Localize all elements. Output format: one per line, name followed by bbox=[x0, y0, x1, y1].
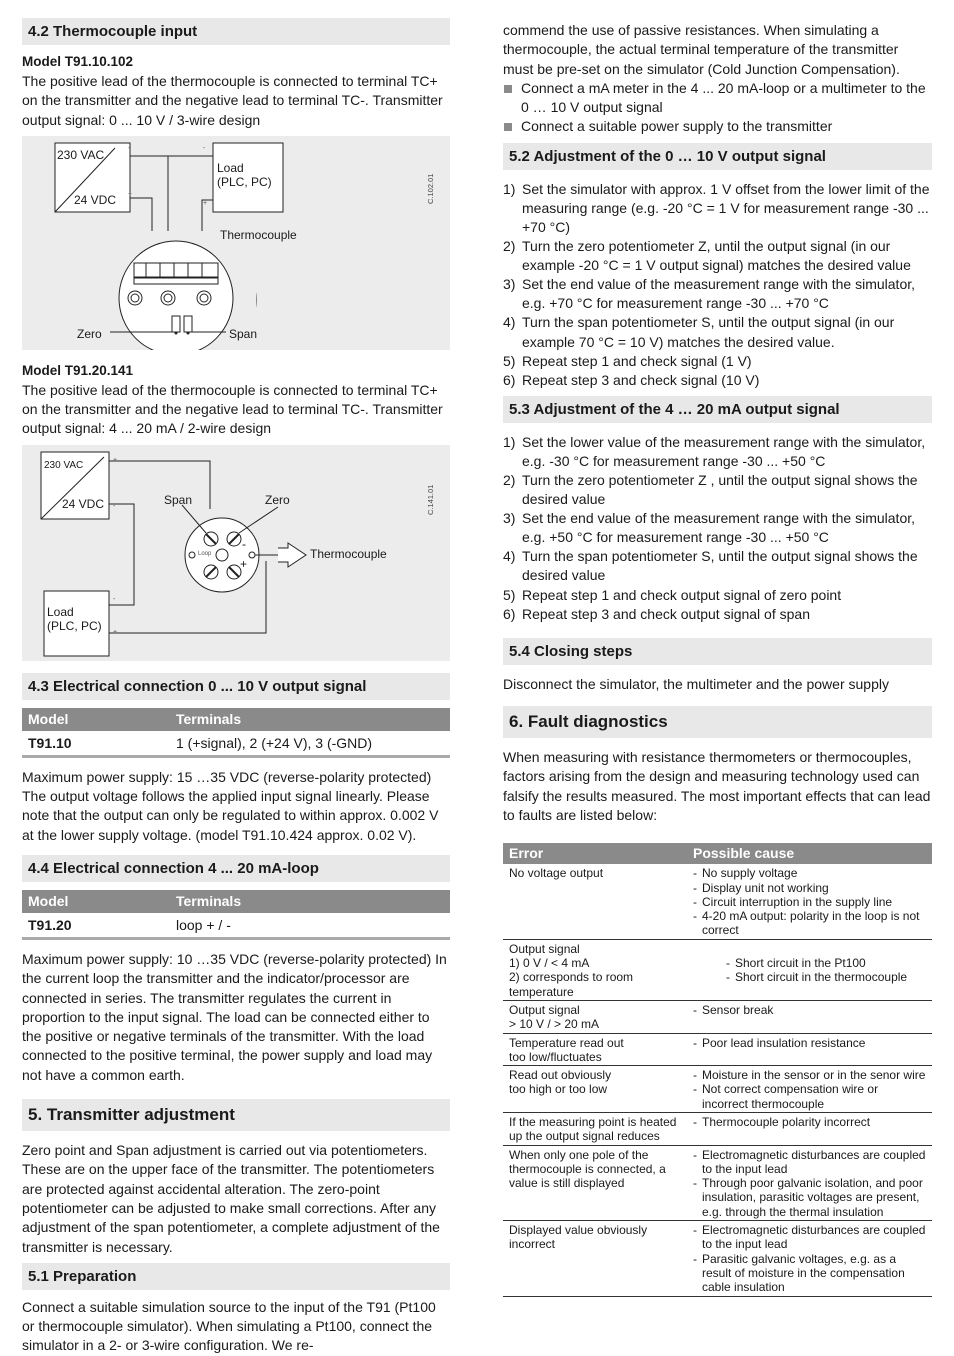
cause-cell bbox=[687, 1033, 932, 1066]
dash-bullet: - bbox=[693, 1176, 697, 1191]
list-item bbox=[503, 433, 932, 471]
step-number: 1) bbox=[503, 180, 516, 197]
list-item bbox=[503, 352, 932, 371]
cause-item bbox=[693, 881, 926, 895]
minus-sign-2b: - bbox=[113, 595, 116, 603]
steps-5-2 bbox=[503, 180, 932, 390]
wiring-diagram-t91-20 bbox=[22, 445, 450, 661]
section-5-4-heading: 5.4 Closing steps bbox=[503, 638, 932, 665]
list-item bbox=[503, 371, 932, 390]
span-label: Span bbox=[229, 326, 258, 341]
step-text: Repeat step 3 and check output signal of span bbox=[522, 605, 810, 622]
step-number: 4) bbox=[503, 314, 516, 331]
dash-bullet: - bbox=[693, 1114, 697, 1129]
cause-text: Not correct compensation wire or incorrect thermocouple bbox=[702, 1082, 879, 1111]
error-line: > 10 V / > 20 mA bbox=[509, 1017, 600, 1032]
section-4-4-text: Maximum power supply: 10 …35 VDC (reverse-polarity protected) In the current loop the transmitter and the indicator/processor are connected in series. The transmitter regulates the current in proportion to the input signal. The load can be connected either to the positive or negative terminals of the transmitter. With the load connected to the positive terminal, the power supply and load may not have a common earth. bbox=[22, 950, 447, 1083]
section-4-2-heading: 4.2 Thermocouple input bbox=[22, 18, 450, 45]
cause-cell bbox=[687, 1112, 932, 1145]
table-row bbox=[503, 1145, 932, 1220]
dash-bullet: - bbox=[693, 866, 697, 881]
step-number: 5) bbox=[503, 352, 516, 369]
table-row bbox=[503, 1112, 932, 1145]
step-text: Set the lower value of the measurement range with the simulator, e.g. -30 °C for measurement range -30 ... +50 °C bbox=[522, 433, 926, 469]
dash-bullet: - bbox=[726, 956, 730, 971]
dash-bullet: - bbox=[693, 1147, 697, 1162]
cause-item bbox=[693, 1252, 926, 1295]
step-number: 4) bbox=[503, 548, 516, 565]
list-item bbox=[503, 79, 932, 118]
left-column bbox=[22, 18, 450, 1356]
error-line: too high or too low bbox=[509, 1082, 608, 1097]
section-5-1-heading: 5.1 Preparation bbox=[22, 1263, 450, 1290]
cause-item bbox=[693, 1148, 926, 1177]
minus-sign-2c: - bbox=[242, 536, 246, 551]
table-row bbox=[503, 1000, 932, 1033]
dash-bullet: - bbox=[693, 1251, 697, 1266]
cause-item bbox=[693, 1036, 926, 1050]
cause-item bbox=[693, 909, 926, 938]
thermocouple-label: Thermocouple bbox=[220, 227, 297, 242]
model-t91-20-141-heading: Model T91.20.141 bbox=[22, 362, 134, 378]
cause-text: Short circuit in the thermocouple bbox=[735, 970, 908, 985]
dash-bullet: - bbox=[693, 1002, 697, 1017]
diagram-code-1: C.102.01 bbox=[426, 173, 435, 204]
cause-item bbox=[693, 1176, 926, 1219]
cause-item bbox=[693, 942, 926, 956]
supply-230vac-label: 230 VAC bbox=[57, 147, 105, 162]
step-text: Set the end value of the measurement range with the simulator, e.g. +50 °C for measurement range -30 ... +50 °C bbox=[522, 510, 916, 546]
bullet-text: Connect a mA meter in the 4 ... 20 mA-loop or a multimeter to the 0 … 10 V output signal bbox=[521, 79, 926, 116]
cause-item bbox=[693, 970, 926, 984]
table-row bbox=[503, 864, 932, 939]
cause-text: Sensor break bbox=[702, 1002, 774, 1017]
col-model: Model bbox=[22, 890, 170, 913]
step-number: 2) bbox=[503, 238, 516, 255]
error-line: When only one pole of the thermocouple is connected, a value is still displayed bbox=[509, 1147, 666, 1191]
cause-cell bbox=[687, 1000, 932, 1033]
dash-bullet: - bbox=[693, 1035, 697, 1050]
list-item bbox=[503, 547, 932, 585]
dash-bullet: - bbox=[693, 909, 697, 924]
step-number: 3) bbox=[503, 510, 516, 527]
step-text: Set the simulator with approx. 1 V offset from the lower limit of the measuring range (e.g. -20 °C = 1 V for measurement range -30 ... +70 °C) bbox=[522, 180, 930, 235]
cause-text: 4-20 mA output: polarity in the loop is not correct bbox=[702, 909, 920, 938]
list-item bbox=[503, 509, 932, 547]
table-header-row bbox=[503, 843, 932, 864]
plus-sign-2c: + bbox=[240, 556, 248, 571]
step-number: 6) bbox=[503, 605, 516, 622]
section-5-1-text: Connect a suitable simulation source to the input of the T91 (Pt100 or thermocouple simulator). When simulating a Pt100, connect the simulator in a 2- or 3-wire configuration. We re- bbox=[22, 1298, 436, 1354]
list-item bbox=[503, 471, 932, 509]
model-t91-10-102-heading: Model T91.10.102 bbox=[22, 54, 134, 69]
loop-label: Loop bbox=[198, 550, 212, 557]
minus-sign-2: - bbox=[203, 144, 206, 152]
section-5-text: Zero point and Span adjustment is carried out via potentiometers. These are on the upper face of the transmitter. The potentiometers are protected against accidental alteration. The zero-point potentiometer can be adjusted to make small corrections. After any adjustment of the span potentiometer, a complete adjustment of the transmitter is necessary. bbox=[22, 1142, 440, 1255]
error-line: 1) 0 V / < 4 mA bbox=[509, 956, 590, 971]
terminals-table-4-3 bbox=[22, 708, 450, 758]
section-6-text: When measuring with resistance thermometers or thermocouples, factors arising from the design and measuring technology used can falsify the results measured. The most important effects that can lead to faults are listed below: bbox=[503, 749, 931, 823]
cause-item bbox=[693, 1115, 926, 1129]
cause-text: Display unit not working bbox=[702, 880, 829, 895]
diagram-code-2: C.141.01 bbox=[426, 484, 435, 515]
table-header-row bbox=[22, 890, 450, 913]
thermocouple-label-2: Thermocouple bbox=[310, 546, 387, 561]
step-text: Turn the span potentiometer S, until the output signal shows the desired value bbox=[522, 548, 918, 584]
col-terminals: Terminals bbox=[170, 708, 450, 731]
cause-text: Through poor galvanic isolation, and poor insulation, parasitic voltages are present, e.g. through the thermal insulation bbox=[702, 1176, 923, 1219]
supply-230vac-label-2: 230 VAC bbox=[44, 459, 84, 471]
list-item bbox=[503, 586, 932, 605]
right-column bbox=[503, 21, 932, 1297]
error-cell bbox=[503, 1112, 687, 1145]
supply-24vdc-label-2: 24 VDC bbox=[62, 496, 105, 511]
error-cell bbox=[503, 1221, 687, 1296]
terminals-table-4-4 bbox=[22, 890, 450, 940]
cause-text: Thermocouple polarity incorrect bbox=[702, 1114, 871, 1129]
table-header-row bbox=[22, 708, 450, 731]
step-text: Repeat step 1 and check output signal of zero point bbox=[522, 586, 842, 603]
table-row bbox=[503, 1221, 932, 1296]
error-line: If the measuring point is heated up the output signal reduces bbox=[509, 1114, 677, 1144]
square-bullet-icon bbox=[504, 123, 512, 131]
cause-item bbox=[693, 1082, 926, 1111]
error-cell bbox=[503, 1000, 687, 1033]
step-number: 2) bbox=[503, 472, 516, 488]
span-label-2: Span bbox=[164, 492, 193, 507]
section-4-3-heading: 4.3 Electrical connection 0 ... 10 V output signal bbox=[22, 673, 450, 700]
error-cell bbox=[503, 1033, 687, 1066]
cause-item bbox=[693, 866, 926, 880]
step-text: Repeat step 1 and check signal (1 V) bbox=[522, 352, 752, 369]
error-line: Temperature read out bbox=[509, 1035, 624, 1050]
dash-bullet: - bbox=[693, 1082, 697, 1097]
load-label: Load (PLC, PC) bbox=[217, 160, 272, 189]
cause-text: Short circuit in the Pt100 bbox=[735, 956, 866, 971]
col-terminals: Terminals bbox=[170, 890, 450, 913]
plus-sign-2a: + bbox=[113, 456, 118, 464]
error-cell bbox=[503, 864, 687, 939]
list-item bbox=[503, 605, 932, 624]
section-4-4-heading: 4.4 Electrical connection 4 ... 20 mA-loop bbox=[22, 855, 450, 882]
col-error: Error bbox=[503, 843, 687, 864]
preparation-bullets bbox=[503, 79, 932, 137]
cause-text: Circuit interruption in the supply line bbox=[702, 894, 893, 909]
supply-24vdc-label: 24 VDC bbox=[74, 192, 117, 207]
dash-bullet: - bbox=[693, 894, 697, 909]
plus-sign-2: + bbox=[203, 199, 208, 207]
list-item bbox=[503, 180, 932, 237]
step-text: Turn the span potentiometer S, until the output signal (in our example 70 °C = 10 V) matches the desired value. bbox=[522, 314, 895, 350]
terminals-cell: 1 (+signal), 2 (+24 V), 3 (-GND) bbox=[170, 731, 450, 757]
plus-sign-2b: + bbox=[113, 628, 118, 636]
cause-item bbox=[693, 1068, 926, 1082]
dash-bullet: - bbox=[693, 1068, 697, 1083]
error-line: Displayed value obviously incorrect bbox=[509, 1223, 648, 1252]
square-bullet-icon bbox=[504, 85, 512, 93]
step-number: 3) bbox=[503, 276, 516, 293]
load-label-2: Load (PLC, PC) bbox=[47, 604, 102, 633]
error-line: Read out obviously bbox=[509, 1068, 612, 1083]
preparation-continued-text: commend the use of passive resistances. When simulating a thermocouple, the actual terminal temperature of the transmitter must be pre-set on the simulator (Cold Junction Compensation). bbox=[503, 22, 900, 77]
terminals-cell: loop + / - bbox=[170, 913, 450, 939]
cause-cell bbox=[687, 864, 932, 939]
section-5-4-text: Disconnect the simulator, the multimeter and the power supply bbox=[503, 675, 889, 692]
table-row bbox=[22, 731, 450, 757]
error-line: No voltage output bbox=[509, 866, 604, 881]
list-item bbox=[503, 237, 932, 275]
cause-cell bbox=[687, 1221, 932, 1296]
steps-5-3 bbox=[503, 433, 932, 624]
section-4-3-text: Maximum power supply: 15 …35 VDC (reverse-polarity protected) The output voltage follows the applied input signal linearly. Please note that the output can only be regulated to within approx. 0.002 V at the lower supply voltage. (model T91.10.424 approx. 0.02 V). bbox=[22, 768, 439, 843]
thermocouple-text-2: The positive lead of the thermocouple is connected to terminal TC+ on the transmitter and the negative lead to terminal TC-. Transmitter output signal: 4 ... 20 mA / 2-wire design bbox=[22, 381, 443, 437]
cause-item bbox=[693, 895, 926, 909]
dash-bullet: - bbox=[693, 880, 697, 895]
error-cell bbox=[503, 1066, 687, 1113]
step-text: Set the end value of the measurement range with the simulator, e.g. +70 °C for measurement range -30 ... +70 °C bbox=[522, 276, 916, 312]
list-item bbox=[503, 313, 932, 351]
cause-item bbox=[693, 1003, 926, 1017]
model-cell: T91.10 bbox=[22, 731, 170, 757]
col-model: Model bbox=[22, 708, 170, 731]
wiring-diagram-t91-10 bbox=[22, 136, 450, 350]
error-line: too low/fluctuates bbox=[509, 1049, 602, 1064]
cause-text: Electromagnetic disturbances are coupled to the input lead bbox=[702, 1147, 926, 1176]
error-line: Output signal bbox=[509, 941, 580, 956]
minus-sign-1: - bbox=[128, 144, 131, 152]
step-text: Turn the zero potentiometer Z , until the output signal shows the desired value bbox=[522, 472, 918, 508]
table-row bbox=[503, 1066, 932, 1113]
dash-bullet: - bbox=[693, 1223, 697, 1238]
step-number: 5) bbox=[503, 586, 516, 603]
step-number: 6) bbox=[503, 371, 516, 388]
step-number: 1) bbox=[503, 433, 516, 450]
col-possible-cause: Possible cause bbox=[687, 843, 932, 864]
bullet-text: Connect a suitable power supply to the transmitter bbox=[521, 118, 833, 135]
cause-cell bbox=[687, 1066, 932, 1113]
zero-label-2: Zero bbox=[265, 492, 290, 507]
cause-text: Parasitic galvanic voltages, e.g. as a result of moisture in the compensation cable insulation bbox=[702, 1251, 905, 1295]
list-item bbox=[503, 117, 932, 136]
model-cell: T91.20 bbox=[22, 913, 170, 939]
error-cell bbox=[503, 1145, 687, 1220]
dash-bullet: - bbox=[726, 970, 730, 985]
table-row bbox=[22, 913, 450, 939]
section-6-heading: 6. Fault diagnostics bbox=[503, 706, 932, 738]
table-row bbox=[503, 1033, 932, 1066]
error-line: 2) corresponds to room temperature bbox=[509, 970, 634, 999]
cause-text: No supply voltage bbox=[702, 866, 798, 881]
plus-sign-1: + bbox=[128, 190, 133, 198]
section-5-3-heading: 5.3 Adjustment of the 4 … 20 mA output signal bbox=[503, 396, 932, 423]
error-cell bbox=[503, 939, 687, 1000]
section-5-heading: 5. Transmitter adjustment bbox=[22, 1099, 450, 1131]
cause-item bbox=[693, 956, 926, 970]
fault-table-body bbox=[503, 864, 932, 1296]
cause-text: Moisture in the sensor or in the senor wire bbox=[702, 1068, 926, 1083]
step-text: Turn the zero potentiometer Z, until the output signal (in our example -20 °C = 1 V output signal) matches the desired value bbox=[522, 238, 911, 274]
section-5-2-heading: 5.2 Adjustment of the 0 … 10 V output signal bbox=[503, 143, 932, 170]
step-text: Repeat step 3 and check signal (10 V) bbox=[522, 371, 760, 388]
cause-text: Electromagnetic disturbances are coupled to the input lead bbox=[702, 1223, 926, 1252]
zero-label: Zero bbox=[77, 326, 102, 341]
thermocouple-text-1: The positive lead of the thermocouple is connected to terminal TC+ on the transmitter and the negative lead to terminal TC-. Transmitter output signal: 0 ... 10 V / 3-wire design bbox=[22, 73, 443, 128]
list-item bbox=[503, 275, 932, 313]
cause-cell bbox=[687, 939, 932, 1000]
fault-diagnostics-table bbox=[503, 843, 932, 1296]
minus-sign-2a: - bbox=[113, 502, 116, 510]
table-row bbox=[503, 939, 932, 1000]
cause-cell bbox=[687, 1145, 932, 1220]
cause-text: Poor lead insulation resistance bbox=[702, 1035, 866, 1050]
cause-item bbox=[693, 1223, 926, 1252]
error-line: Output signal bbox=[509, 1002, 580, 1017]
